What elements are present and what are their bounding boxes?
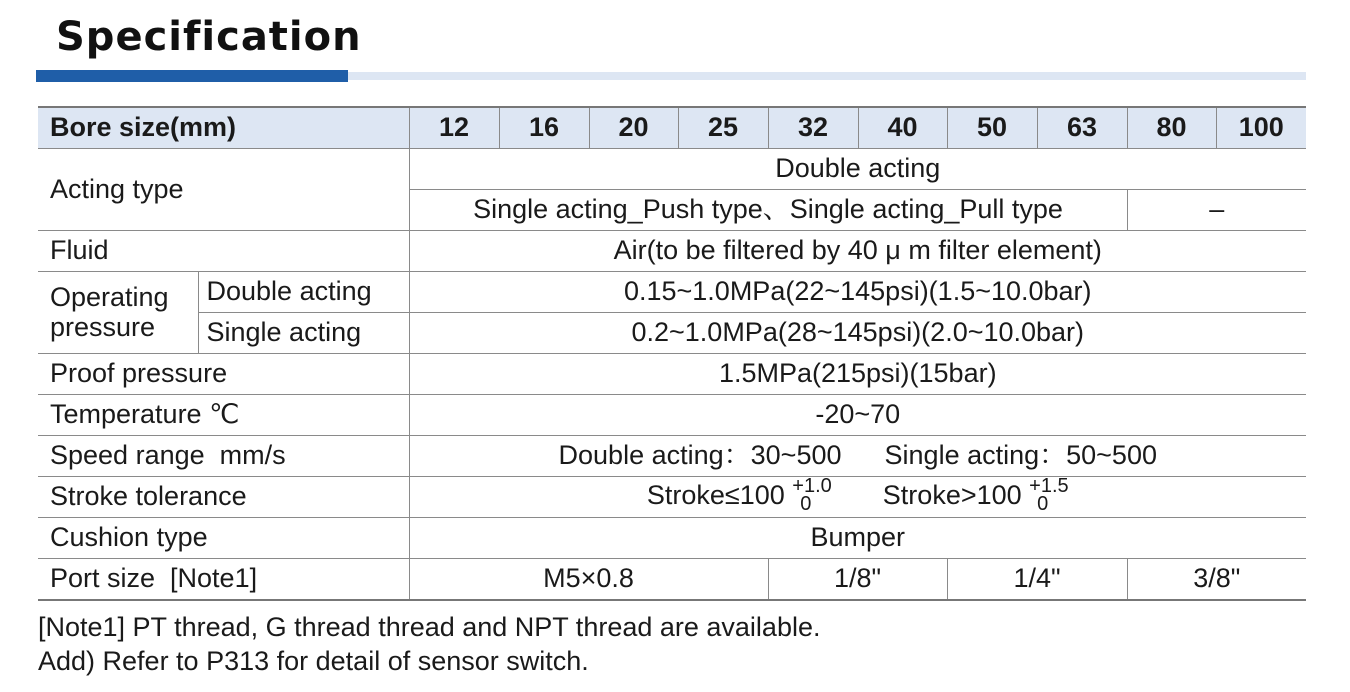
cushion-type-value: Bumper: [409, 518, 1306, 559]
stroke-tolerance-value: [409, 477, 1306, 518]
port-size-1-4: 1/4": [947, 559, 1127, 601]
bore-size-63: 63: [1037, 107, 1127, 149]
bore-size-25: 25: [678, 107, 768, 149]
acting-type-label: Acting type: [38, 149, 409, 231]
operating-pressure-label-line2: pressure: [50, 311, 156, 342]
stroke-tolerance-label: Stroke tolerance: [38, 477, 409, 518]
operating-pressure-label-line1: Operating: [50, 281, 169, 312]
specification-table: [38, 106, 1306, 601]
temperature-row: [38, 395, 1306, 436]
header-row: [38, 107, 1306, 149]
temperature-value: -20~70: [409, 395, 1306, 436]
stroke-tolerance-b-range: [1029, 477, 1068, 515]
fluid-row: [38, 231, 1306, 272]
bore-size-50: 50: [947, 107, 1037, 149]
proof-pressure-row: [38, 354, 1306, 395]
temperature-label: Temperature ℃: [38, 395, 409, 436]
stroke-tolerance-b-text: Stroke>100: [882, 480, 1022, 511]
speed-range-value: [409, 436, 1306, 477]
page-title: Specification: [56, 14, 362, 60]
bore-size-12: 12: [409, 107, 499, 149]
port-size-label: Port size [Note1]: [38, 559, 409, 601]
acting-type-double: Double acting: [409, 149, 1306, 190]
speed-range-label: Speed range mm/s: [38, 436, 409, 477]
footnotes: [38, 610, 820, 678]
speed-range-row: [38, 436, 1306, 477]
proof-pressure-value: 1.5MPa(215psi)(15bar): [409, 354, 1306, 395]
port-size-m5: M5×0.8: [409, 559, 768, 601]
operating-pressure-single-value: 0.2~1.0MPa(28~145psi)(2.0~10.0bar): [409, 313, 1306, 354]
acting-type-single: Single acting_Push type、Single acting_Pull type: [409, 190, 1127, 231]
stroke-tolerance-row: [38, 477, 1306, 518]
bore-size-80: 80: [1127, 107, 1216, 149]
title-underline-accent: [36, 70, 348, 82]
port-size-3-8: 3/8": [1127, 559, 1306, 601]
stroke-tolerance-b-lower: 0: [1037, 493, 1049, 515]
operating-pressure-double-row: [38, 272, 1306, 313]
operating-pressure-single-row: [38, 313, 1306, 354]
stroke-tolerance-a-lower: 0: [800, 493, 812, 515]
bore-size-16: 16: [499, 107, 589, 149]
bore-size-32: 32: [768, 107, 858, 149]
speed-range-double: Double acting：30~500: [558, 440, 842, 471]
acting-type-row: [38, 149, 1306, 190]
port-size-1-8: 1/8": [768, 559, 947, 601]
operating-pressure-single-label: Single acting: [198, 313, 409, 354]
cushion-type-row: [38, 518, 1306, 559]
bore-size-label: Bore size(mm): [38, 107, 409, 149]
fluid-value: Air(to be filtered by 40 μ m filter element): [409, 231, 1306, 272]
acting-type-single-na: –: [1127, 190, 1306, 231]
stroke-tolerance-a-text: Stroke≤100: [646, 480, 785, 511]
footnote-1: [Note1] PT thread, G thread thread and NPT thread are available.: [38, 612, 821, 642]
footnote-2: Add) Refer to P313 for detail of sensor switch.: [38, 646, 589, 676]
operating-pressure-double-value: 0.15~1.0MPa(22~145psi)(1.5~10.0bar): [409, 272, 1306, 313]
stroke-tolerance-a-range: [792, 477, 831, 515]
operating-pressure-double-label: Double acting: [198, 272, 409, 313]
proof-pressure-label: Proof pressure: [38, 354, 409, 395]
bore-size-40: 40: [858, 107, 947, 149]
speed-range-single: Single acting：50~500: [884, 440, 1157, 471]
title-underline: [348, 72, 1306, 80]
bore-size-20: 20: [589, 107, 678, 149]
fluid-label: Fluid: [38, 231, 409, 272]
stroke-tolerance-a-upper: +1.0: [792, 476, 832, 497]
stroke-tolerance-b-upper: +1.5: [1029, 476, 1069, 497]
bore-size-100: 100: [1216, 107, 1306, 149]
port-size-row: [38, 559, 1306, 601]
operating-pressure-label: [38, 272, 198, 354]
cushion-type-label: Cushion type: [38, 518, 409, 559]
